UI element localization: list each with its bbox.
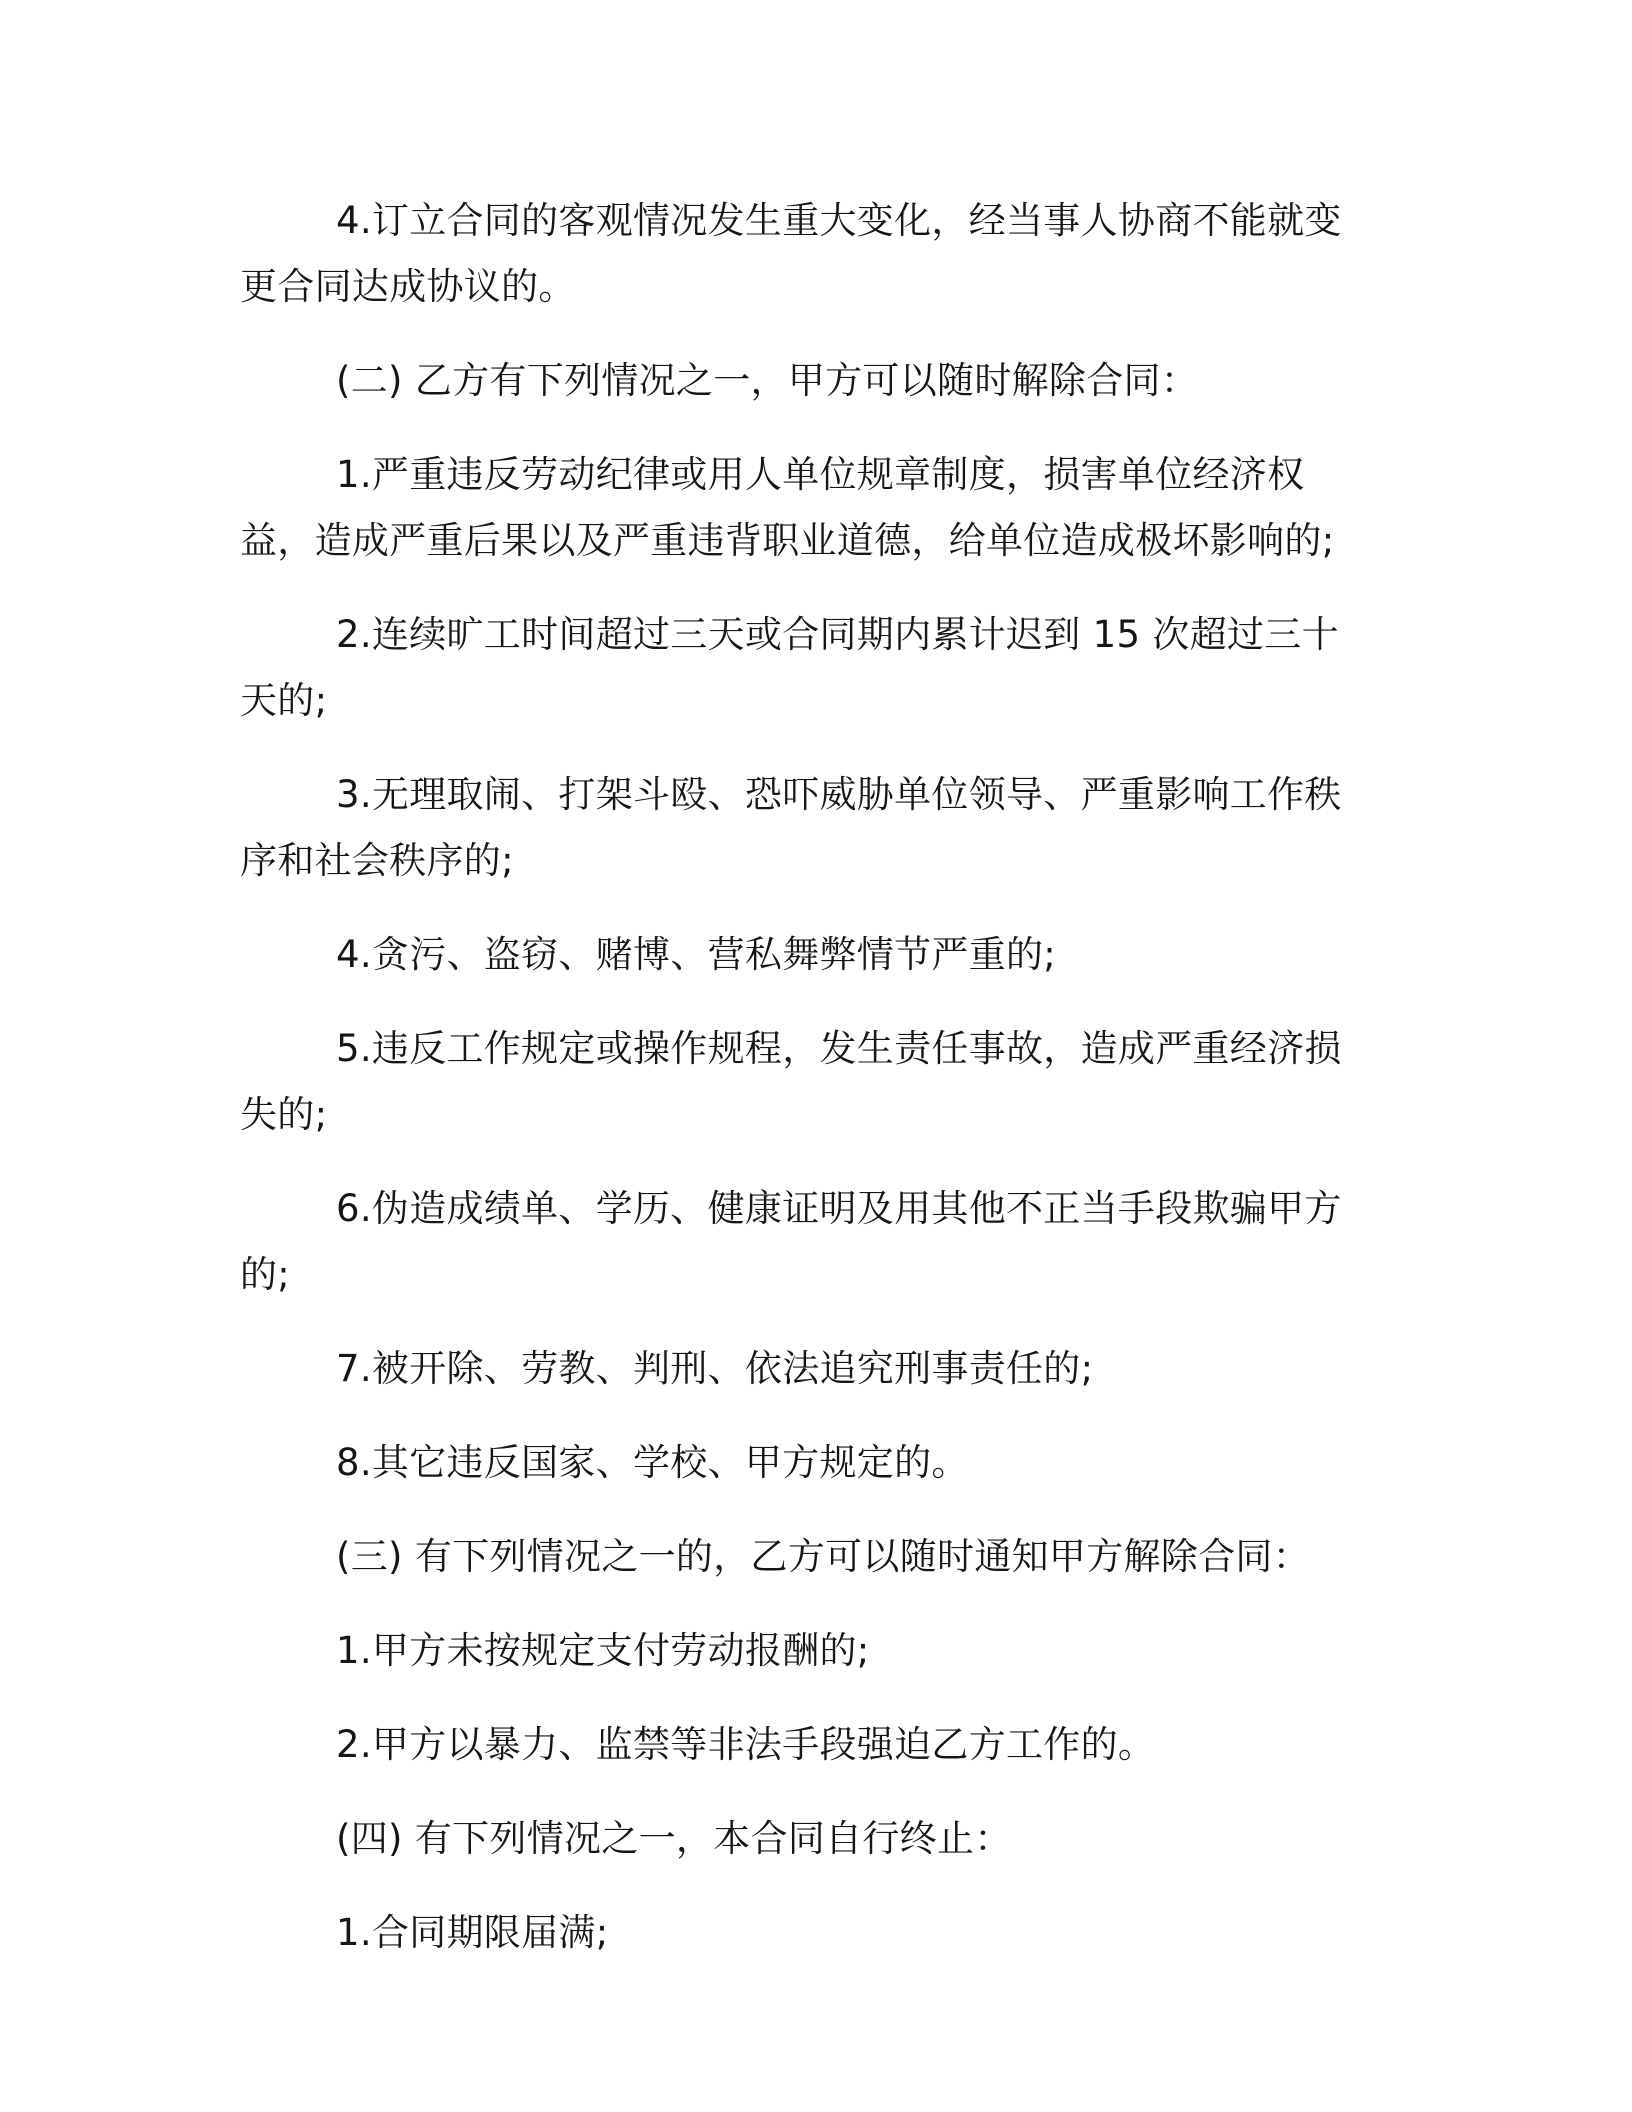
paragraph-3-disorder: 3.无理取闹、打架斗殴、恐吓威胁单位领导、严重影响工作秩序和社会秩序的; [240, 773, 1342, 882]
paragraph-1-unpaid-wages: 1.甲方未按规定支付劳动报酬的; [336, 1629, 870, 1672]
paragraph-4-objective-change: 4.订立合同的客观情况发生重大变化，经当事人协商不能就变更合同达成协议的。 [240, 199, 1342, 308]
heading-section-2: (二) 乙方有下列情况之一，甲方可以随时解除合同： [336, 359, 1199, 402]
heading-section-3: (三) 有下列情况之一的，乙方可以随时通知甲方解除合同： [336, 1535, 1311, 1578]
paragraph-2-forced-labor: 2.甲方以暴力、监禁等非法手段强迫乙方工作的。 [336, 1723, 1156, 1766]
paragraph-5-accident: 5.违反工作规定或操作规程，发生责任事故，造成严重经济损失的; [240, 1027, 1342, 1136]
paragraph-8-other-violations: 8.其它违反国家、学校、甲方规定的。 [336, 1441, 969, 1484]
paragraph-1-discipline-violation: 1.严重违反劳动纪律或用人单位规章制度，损害单位经济权益，造成严重后果以及严重违背职业道德，给单位造成极坏影响的; [240, 453, 1335, 562]
paragraph-2-absence: 2.连续旷工时间超过三天或合同期内累计迟到 15 次超过三十天的; [240, 613, 1339, 722]
paragraph-4-corruption: 4.贪污、盗窃、赌博、营私舞弊情节严重的; [336, 933, 1057, 976]
heading-section-4: (四) 有下列情况之一，本合同自行终止： [336, 1817, 1012, 1860]
document-body [240, 188, 1376, 1966]
paragraph-7-criminal: 7.被开除、劳教、判刑、依法追究刑事责任的; [336, 1347, 1094, 1390]
paragraph-6-forgery: 6.伪造成绩单、学历、健康证明及用其他不正当手段欺骗甲方的; [240, 1187, 1342, 1296]
paragraph-1-term-expired: 1.合同期限届满; [336, 1911, 609, 1954]
